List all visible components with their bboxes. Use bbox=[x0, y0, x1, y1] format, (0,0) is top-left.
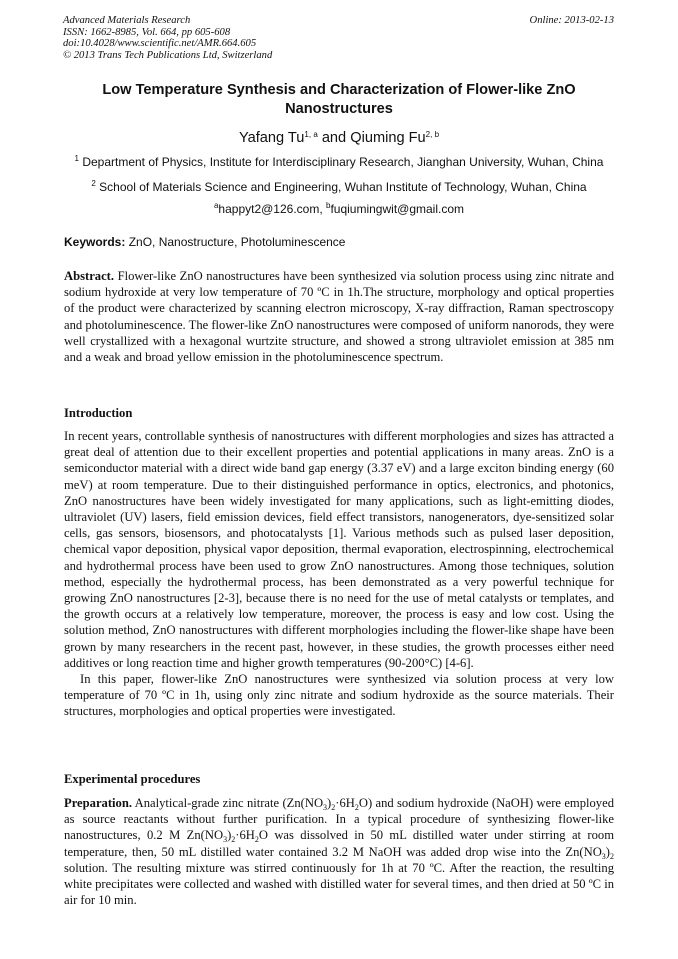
author-1: Yafang Tu bbox=[238, 130, 305, 146]
affiliation-1-number: 1 bbox=[74, 154, 79, 163]
preparation-text-7: O was dissolved in 50 mL distilled water under stirring at room temperature, then, 50 mL distilled water contained 3.2 M NaOH was added drop wise into the Zn(NO bbox=[64, 828, 614, 859]
affiliation-2-number: 2 bbox=[91, 179, 96, 188]
subscript-2: 2 bbox=[610, 851, 614, 861]
subscript-3: 3 bbox=[223, 835, 228, 845]
subscript-2: 2 bbox=[354, 803, 359, 812]
introduction-paragraph-2: In this paper, flower-like ZnO nanostructures were synthesized via solution process at very low temperature of 70 ºC in 1h, using only zinc nitrate and sodium hydroxide as the source materials. Their structures, morphologies and optical properties were investigated. bbox=[64, 672, 614, 719]
email-1-marker: a bbox=[213, 201, 219, 210]
preparation-text-3: ·6H bbox=[335, 796, 355, 810]
preparation-paragraph bbox=[64, 795, 614, 908]
doi-line: doi:10.4028/www.scientific.net/AMR.664.605 bbox=[63, 38, 257, 50]
author-2-affiliation: 2, b bbox=[425, 130, 440, 139]
subscript-3: 3 bbox=[323, 803, 328, 812]
keywords-text: ZnO, Nanostructure, Photoluminescence bbox=[125, 235, 346, 249]
introduction-body bbox=[64, 428, 614, 720]
email-1[interactable]: happyt2@126.com, bbox=[218, 202, 326, 216]
preparation-text-4: O) and sodium hydroxide (NaOH) were employed as source reactants without further purification. In a typical procedure of synthesizing flower-like nanostructures, 0.2 M Zn(NO bbox=[64, 796, 614, 843]
preparation-text-9: solution. The resulting mixture was stirred continuously for 1h at 70 ºC. After the reaction, the resulting white precipitates were collected and washed with distilled water for several times, and then dried at 50 ºC in air for 10 min. bbox=[64, 860, 614, 908]
author-line bbox=[63, 129, 615, 147]
subscript-2: 2 bbox=[331, 803, 336, 812]
author-emails bbox=[55, 202, 623, 217]
preparation-text-1: Analytical-grade zinc nitrate (Zn(NO bbox=[131, 796, 324, 810]
abstract-text: Flower-like ZnO nanostructures have been synthesized via solution process using zinc nitrate and sodium hydroxide at very low temperature of 70 ºC in 1h.The structure, morphology and optical properties of the product were characterized by scanning electron microscopy, X-ray diffraction, Raman spectroscopy and photoluminescence. The flower-like ZnO nanostructures were composed of uniform nanorods, they were well crystallized with a hexagonal wurtzite structure, and showed a strong ultraviolet emission at 385 nm and a weak and broad yellow emission in the photoluminescence spectrum. bbox=[64, 269, 614, 365]
subscript-3: 3 bbox=[601, 851, 606, 861]
affiliation-1 bbox=[55, 155, 623, 170]
paper-title: Low Temperature Synthesis and Characterization of Flower-like ZnO Nanostructures bbox=[102, 82, 576, 117]
affiliation-2-text: School of Materials Science and Engineering, Wuhan Institute of Technology, Wuhan, China bbox=[95, 180, 587, 194]
keywords-line bbox=[64, 235, 345, 250]
abstract bbox=[64, 268, 614, 365]
introduction-paragraph-1: In recent years, controllable synthesis of nanostructures with different morphologies and sizes has attracted a great deal of attention due to their excellent properties and potential applications in many areas. ZnO is a semiconductor material with a direct wide band gap energy (3.37 eV) and a large exciton binding energy (60 meV) at room temperature. Due to their distinguished performance in optics, electronics, and photonics, ZnO nanostructures have been widely investigated for many applications, such as light-emitting diodes, ultraviolet (UV) lasers, field emission devices, field effect transistors, nanogenerators, dye-sensitized solar cells, gas sensors, biosensors, and photocatalysts [1]. Various methods such as pulsed laser deposition, chemical vapor deposition, physical vapor deposition, thermal evaporation, electrospinning, electrochemical and hydrothermal process have been used to grow ZnO nanostructures. Among those techniques, solution method, especially the hydrothermal process, has been demonstrated as a very powerful technique for growing ZnO nanostructures [2-3], because there is no need for the use of metal catalysts or templates, and the growth occurs at a relatively low temperature, moreover, the process is easy and low cost. Using the solution method, ZnO nanostructures with different morphologies including the flower-like shape have been grown by many researchers in the recent past, however, in these studies, the growth processes either need additives or long reaction time and higher growth temperatures (90-200°C) [4-6]. bbox=[64, 429, 614, 670]
subscript-2: 2 bbox=[231, 835, 236, 845]
abstract-label: Abstract. bbox=[64, 269, 115, 283]
introduction-heading: Introduction bbox=[64, 406, 133, 420]
author-conjunction: and bbox=[317, 130, 351, 146]
journal-name: Advanced Materials Research bbox=[63, 15, 191, 26]
preparation-label: Preparation. bbox=[64, 796, 132, 810]
experimental-heading: Experimental procedures bbox=[64, 772, 201, 786]
copyright-line: © 2013 Trans Tech Publications Ltd, Switzerland bbox=[63, 49, 273, 61]
subscript-2: 2 bbox=[254, 835, 259, 845]
preparation-text-5: ) bbox=[227, 828, 232, 843]
preparation-text-6: ·6H bbox=[235, 828, 255, 843]
online-date: Online: 2013-02-13 bbox=[529, 15, 614, 26]
keywords-label: Keywords: bbox=[64, 235, 126, 249]
journal-header bbox=[63, 15, 272, 61]
email-2[interactable]: fuqiumingwit@gmail.com bbox=[330, 202, 465, 216]
issn-line: ISSN: 1662-8985, Vol. 664, pp 605-608 bbox=[63, 26, 231, 38]
preparation-text-8: ) bbox=[605, 844, 610, 859]
author-2: Qiuming Fu bbox=[350, 130, 426, 146]
affiliation-2 bbox=[55, 180, 623, 195]
email-2-marker: b bbox=[326, 201, 331, 210]
preparation-text-2: ) bbox=[327, 796, 332, 810]
affiliation-1-text: Department of Physics, Institute for Interdisciplinary Research, Jianghan University, Wuhan, China bbox=[78, 155, 604, 169]
author-1-affiliation: 1, a bbox=[304, 130, 318, 139]
